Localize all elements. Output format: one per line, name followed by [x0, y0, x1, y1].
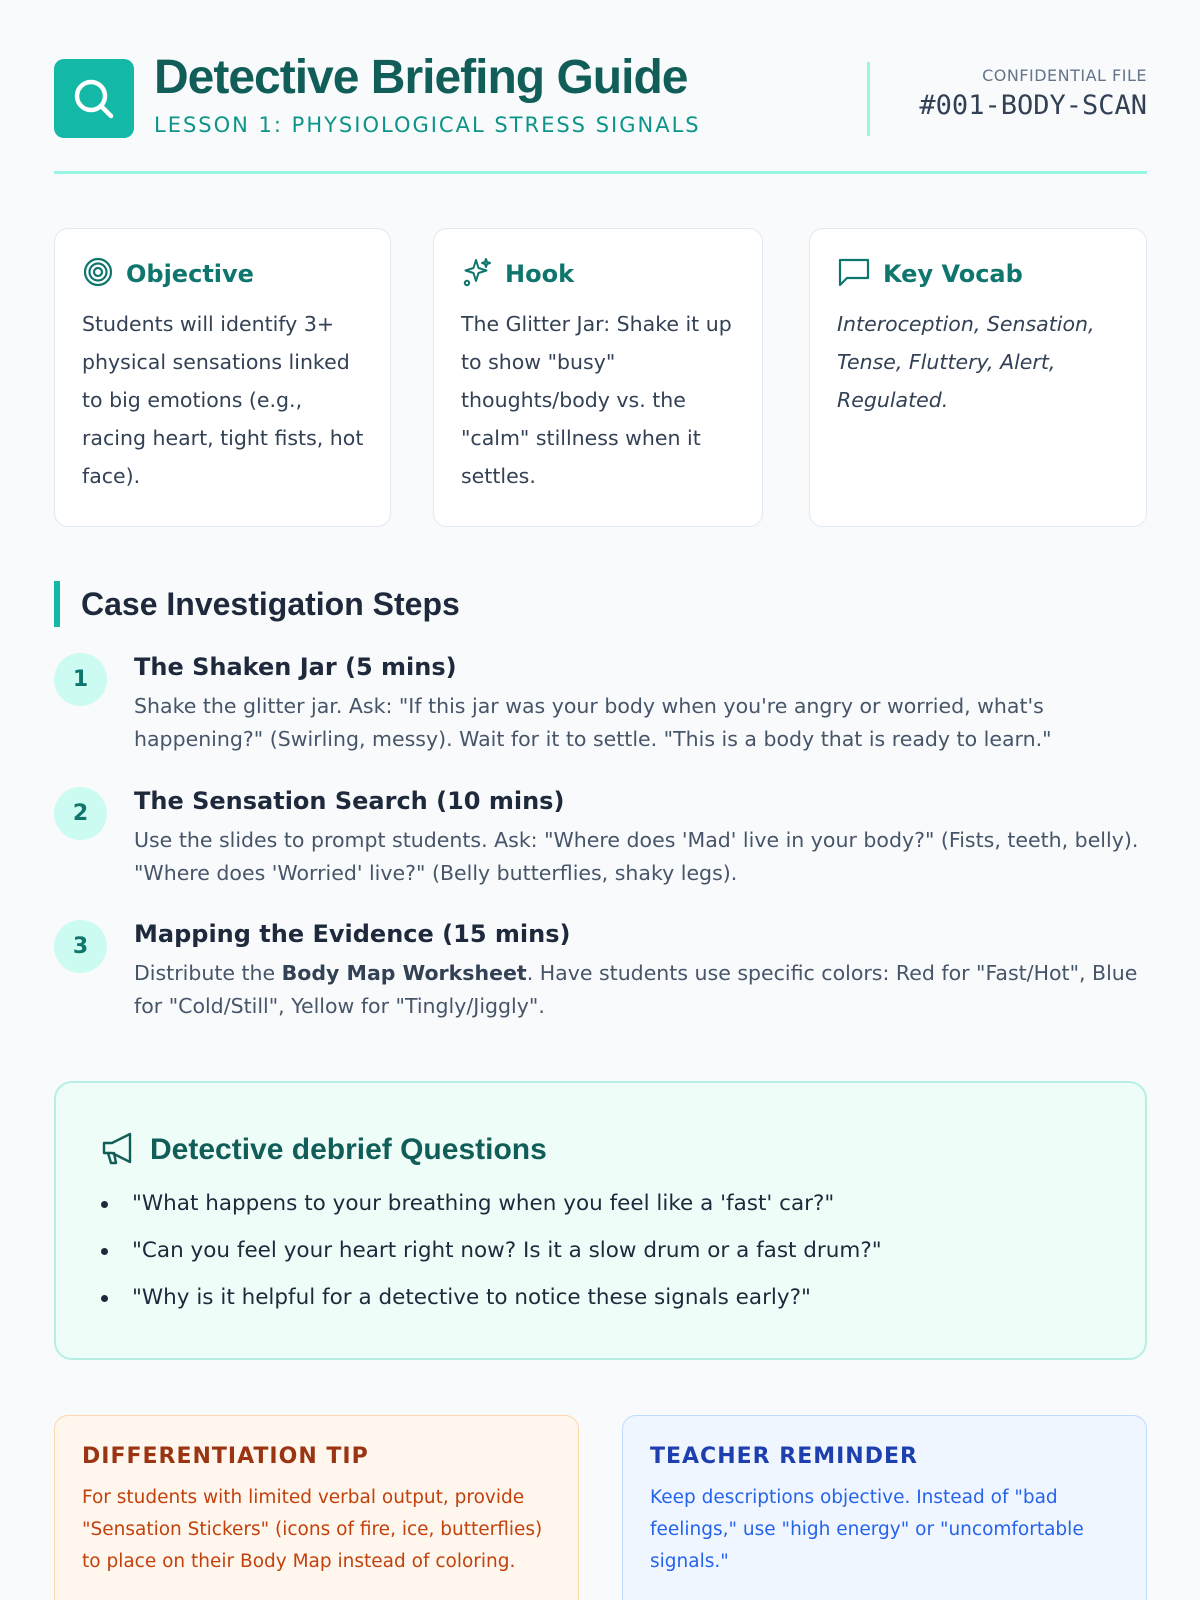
megaphone-icon [100, 1130, 136, 1170]
section-title: Case Investigation Steps [54, 581, 460, 627]
file-label: CONFIDENTIAL FILE [982, 66, 1147, 85]
card-title: Key Vocab [883, 260, 1023, 288]
overview-cards [54, 228, 1147, 527]
step-desc-text: Distribute the [134, 961, 282, 985]
tip-title: TEACHER REMINDER [650, 1444, 918, 1469]
step-description: Shake the glitter jar. Ask: "If this jar was your body when you're angry or worried, what's happening?" (Swirling, messy). Wait for it to settle. "This is a body that is ready to learn." [134, 694, 1052, 751]
card-body: The Glitter Jar: Shake it up to show "busy" thoughts/body vs. the "calm" stillness when it settles. [461, 312, 732, 488]
step-number: 3 [54, 920, 107, 973]
file-reference [867, 62, 1147, 136]
step-title: The Shaken Jar (5 mins) [134, 653, 457, 681]
card-title: Objective [126, 260, 254, 288]
card-body: Students will identify 3+ physical sensations linked to big emotions (e.g., racing heart, tight fists, hot face). [82, 312, 364, 488]
debrief-title: Detective debrief Questions [150, 1133, 547, 1166]
objective-card [54, 228, 391, 527]
page-title: Detective Briefing Guide [154, 51, 688, 104]
target-icon [82, 256, 114, 292]
step-number: 1 [54, 653, 107, 706]
magnifier-icon [54, 59, 134, 138]
lesson-page [54, 0, 1147, 1572]
worksheet-name: Body Map Worksheet [281, 961, 527, 985]
teacher-reminder [622, 1415, 1147, 1600]
step-description: Use the slides to prompt students. Ask: "Where does 'Mad' live in your body?" (Fists, teeth, belly). "Where does 'Worried' live?" (Belly butterflies, shaky legs). [134, 828, 1139, 885]
debrief-panel [54, 1081, 1147, 1360]
card-body: Interoception, Sensation, Tense, Fluttery, Alert, Regulated. [837, 312, 1095, 412]
page-subtitle: LESSON 1: PHYSIOLOGICAL STRESS SIGNALS [154, 113, 701, 137]
tip-body: For students with limited verbal output, provide "Sensation Stickers" (icons of fire, ice, butterflies) to place on their Body Map instead of coloring. [82, 1487, 543, 1572]
tip-title: DIFFERENTIATION TIP [82, 1444, 369, 1469]
sparkles-icon [461, 256, 493, 292]
hook-card [433, 228, 763, 527]
step-description [134, 957, 1147, 1023]
step-desc-text: . Have students use specific colors: Red for "Fast/Hot", Blue for "Cold/Still", Yellow for "Tingly/Jiggly". [134, 961, 1138, 1018]
tip-body: Keep descriptions objective. Instead of "bad feelings," use "high energy" or "uncomfortable signals." [650, 1487, 1084, 1572]
differentiation-tip [54, 1415, 579, 1600]
debrief-question: "What happens to your breathing when you feel like a 'fast' car?" [100, 1187, 882, 1234]
speech-bubble-icon [837, 256, 871, 292]
debrief-question: "Can you feel your heart right now? Is it a slow drum or a fast drum?" [100, 1234, 882, 1281]
key-vocab-card [809, 228, 1147, 527]
step-title: Mapping the Evidence (15 mins) [134, 920, 571, 948]
card-title: Hook [505, 260, 575, 288]
debrief-question-list [100, 1187, 882, 1328]
file-id: #001-BODY-SCAN [919, 90, 1147, 121]
debrief-question: "Why is it helpful for a detective to notice these signals early?" [100, 1281, 882, 1328]
page-header [54, 0, 1147, 174]
step-title: The Sensation Search (10 mins) [134, 787, 565, 815]
step-number: 2 [54, 787, 107, 840]
